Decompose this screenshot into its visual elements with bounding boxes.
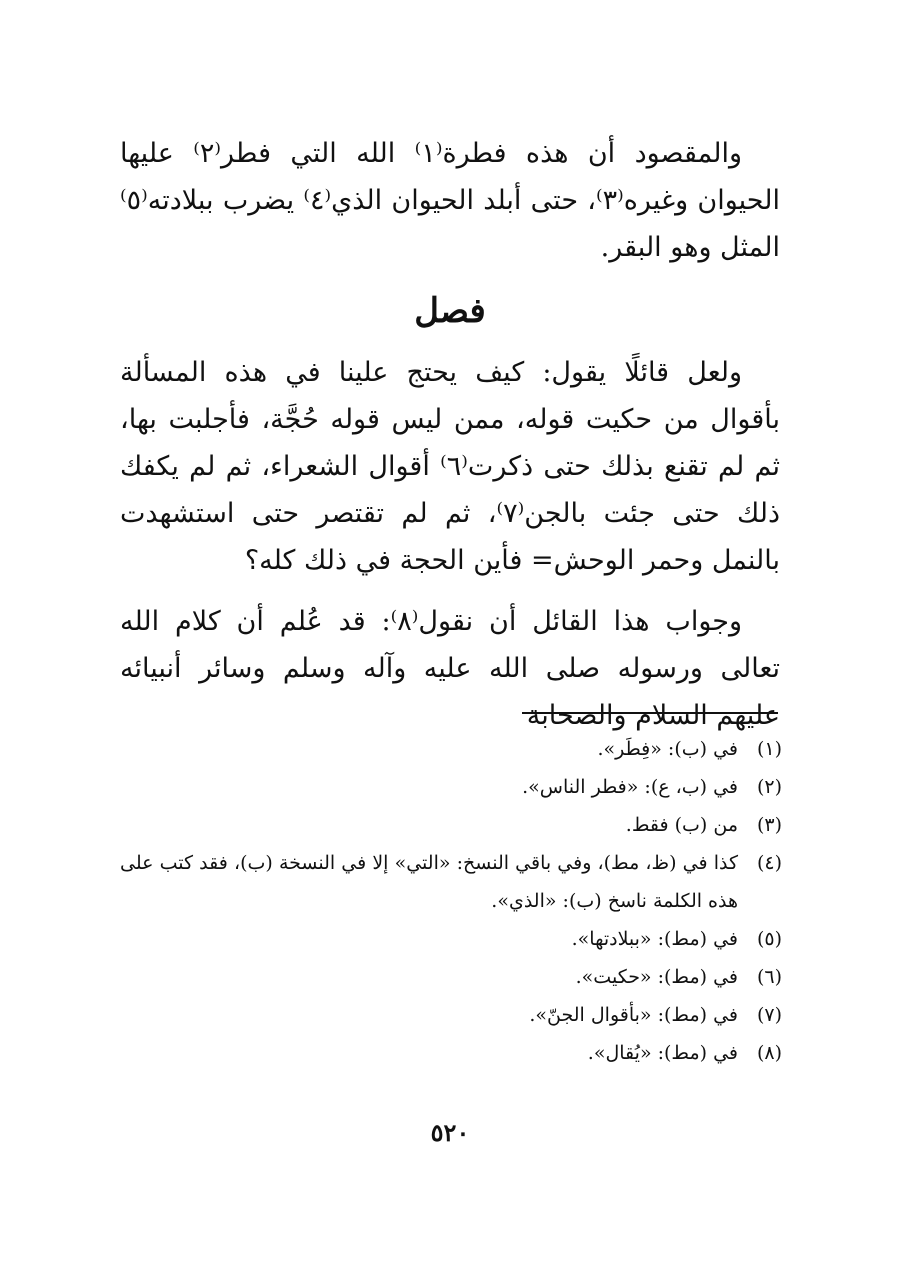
- footnote-item: [120, 844, 782, 920]
- footnote-item: [120, 730, 782, 768]
- footnote-item: [120, 768, 782, 806]
- footnote-text: في (ب، ع): «فطر الناس».: [522, 776, 738, 798]
- footnote-item: [120, 958, 782, 996]
- footnote-text: في (مط): «يُقال».: [587, 1042, 738, 1064]
- footnote-text: في (مط): «حكيت».: [575, 966, 738, 988]
- footnote-number: (٥): [756, 928, 782, 950]
- footnote-item: [120, 1034, 782, 1072]
- paragraph-3-text: وجواب هذا القائل أن نقول⁽٨⁾: قد عُلم أن كلام الله تعالى ورسوله صلى الله عليه وآله وسلم وسائر أنبيائه عليهم السلام والصحابة: [120, 606, 780, 731]
- footnote-item: [120, 806, 782, 844]
- paragraph-3: [120, 598, 780, 739]
- paragraph-2: [120, 349, 780, 584]
- footnote-number: (١): [756, 738, 782, 760]
- footnote-item: [120, 996, 782, 1034]
- footnote-item: [120, 920, 782, 958]
- footnote-number: (٢): [756, 776, 782, 798]
- page-number: ٥٢٠: [430, 1118, 470, 1147]
- paragraph-1: [120, 130, 780, 271]
- section-heading: فصل: [414, 291, 486, 331]
- footnote-text: كذا في (ظ، مط)، وفي باقي النسخ: «التي» إلا في النسخة (ب)، فقد كتب على هذه الكلمة ناسخ (ب): «الذي».: [120, 852, 738, 912]
- footnote-text: من (ب) فقط.: [625, 814, 738, 836]
- footnote-number: (٨): [756, 1042, 782, 1064]
- main-text: [120, 130, 780, 739]
- footnote-text: في (ب): «فِطَر».: [597, 738, 738, 760]
- footnote-number: (٧): [756, 1004, 782, 1026]
- footnote-number: (٣): [756, 814, 782, 836]
- footnotes: [120, 730, 782, 1072]
- paragraph-1-text: والمقصود أن هذه فطرة⁽١⁾ الله التي فطر⁽٢⁾ عليها الحيوان وغيره⁽٣⁾، حتى أبلد الحيوان الذي⁽٤⁾ يضرب ببلادته⁽٥⁾ المثل وهو البقر.: [120, 138, 780, 263]
- footnote-divider: [522, 712, 778, 714]
- footnote-number: (٦): [756, 966, 782, 988]
- footnote-text: في (مط): «ببلادتها».: [571, 928, 738, 950]
- footnote-number: (٤): [756, 852, 782, 874]
- footnote-text: في (مط): «بأقوال الجنّ».: [529, 1004, 738, 1026]
- paragraph-2-text: ولعل قائلًا يقول: كيف يحتج علينا في هذه المسألة بأقوال من حكيت قوله، ممن ليس قوله حُجَّة، فأجلبت بها، ثم لم تقنع بذلك حتى ذكرت⁽٦⁾ أقوال الشعراء، ثم لم يكفك ذلك حتى جئت بالجن⁽٧⁾، ثم لم تقتصر حتى استشهدت بالنمل وحمر الوحش= فأين الحجة في ذلك كله؟: [120, 357, 781, 576]
